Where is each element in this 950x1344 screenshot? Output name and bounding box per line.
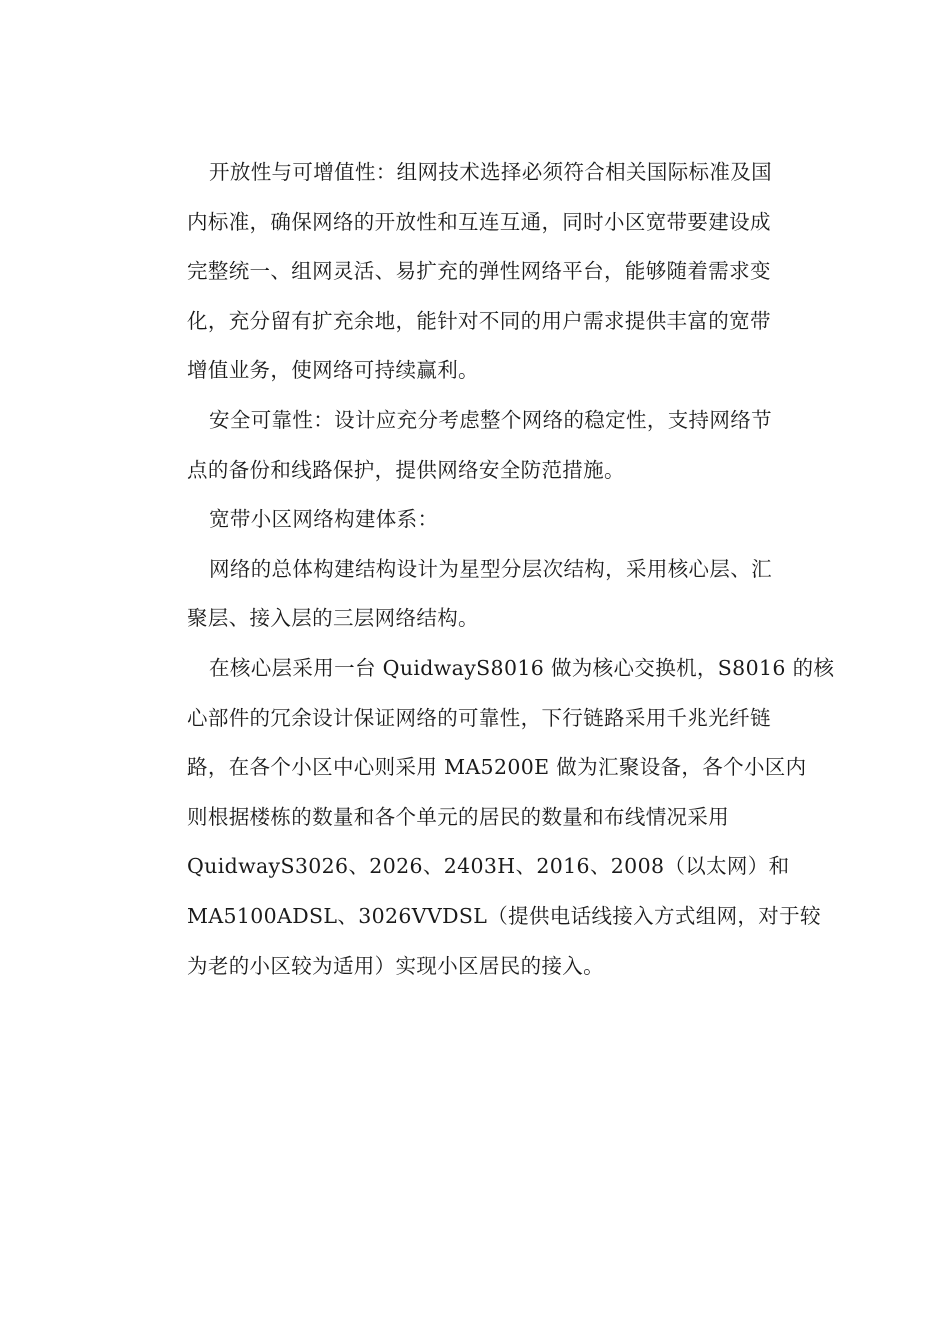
text-line: 开放性与可增值性：组网技术选择必须符合相关国际标准及国 bbox=[209, 160, 772, 184]
text-line: 增值业务，使网络可持续赢利。 bbox=[187, 358, 479, 383]
text-line: 心部件的冗余设计保证网络的可靠性，下行链路采用千兆光纤链 bbox=[187, 705, 771, 730]
text-line: QuidwayS3026、2026、2403H、2016、2008（以太网）和 bbox=[187, 854, 790, 879]
paragraph-core-layer bbox=[165, 644, 835, 991]
paragraph-system-heading bbox=[165, 495, 797, 545]
text-line: 路，在各个小区中心则采用 MA5200E 做为汇聚设备，各个小区内 bbox=[187, 755, 807, 780]
paragraph-structure bbox=[165, 545, 797, 644]
text-line: 化，充分留有扩充余地，能针对不同的用户需求提供丰富的宽带 bbox=[187, 308, 771, 333]
text-line: 安全可靠性：设计应充分考虑整个网络的稳定性，支持网络节 bbox=[209, 407, 772, 432]
text-line: 则根据楼栋的数量和各个单元的居民的数量和布线情况采用 bbox=[187, 804, 730, 829]
text-line: MA5100ADSL、3026VVDSL（提供电话线接入方式组网，对于较 bbox=[187, 903, 821, 928]
text-line: 宽带小区网络构建体系： bbox=[209, 507, 439, 532]
paragraph-openness bbox=[165, 148, 797, 396]
text-line: 网络的总体构建结构设计为星型分层次结构，采用核心层、汇 bbox=[209, 556, 772, 581]
text-line: 完整统一、组网灵活、易扩充的弹性网络平台，能够随着需求变 bbox=[187, 259, 771, 284]
text-line: 内标准，确保网络的开放性和互连互通，同时小区宽带要建设成 bbox=[187, 209, 771, 234]
text-line: 点的备份和线路保护，提供网络安全防范措施。 bbox=[187, 457, 625, 482]
paragraph-security bbox=[165, 396, 797, 495]
text-line: 为老的小区较为适用）实现小区居民的接入。 bbox=[187, 953, 604, 978]
text-line: 在核心层采用一台 QuidwayS8016 做为核心交换机，S8016 的核 bbox=[209, 655, 835, 680]
document-body bbox=[165, 148, 835, 991]
text-line: 聚层、接入层的三层网络结构。 bbox=[187, 606, 479, 631]
